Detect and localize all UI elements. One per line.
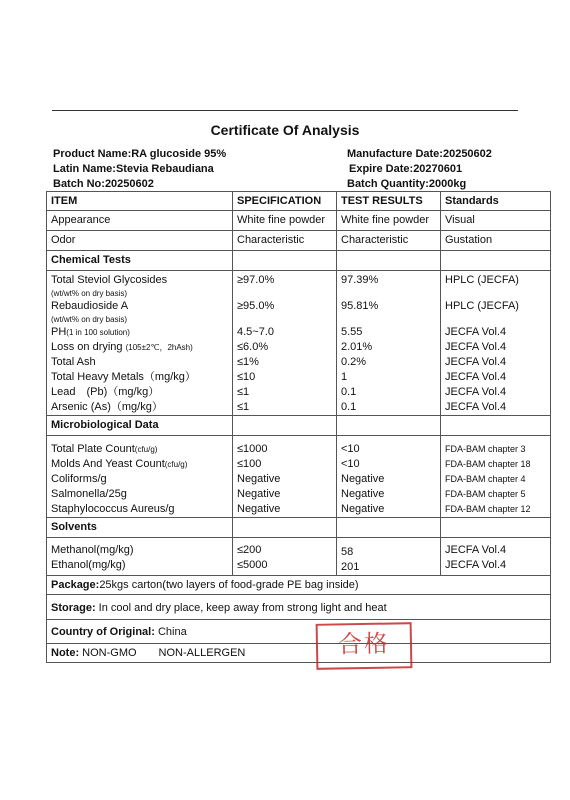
row-item: Odor	[47, 231, 233, 251]
country-value: China	[154, 626, 187, 638]
standard-value: FDA-BAM chapter 18	[445, 459, 531, 469]
result-value: 1	[341, 371, 348, 383]
col-header-item: ITEM	[47, 192, 233, 211]
spec-value: Negative	[237, 503, 281, 515]
item-unit: (cfu/g)	[134, 445, 158, 454]
row-spec: Characteristic	[233, 231, 337, 251]
result-value: <10	[341, 443, 360, 455]
spec-value: ≤1%	[237, 356, 259, 368]
chemical-spec-cell	[233, 271, 337, 416]
spec-value: ≤1000	[237, 443, 268, 455]
note-row	[47, 644, 551, 663]
result-value: 58	[341, 546, 354, 558]
item-molds-label: Molds And Yeast Count	[51, 458, 165, 470]
table-row-chemical-group	[47, 271, 551, 416]
section-row-micro	[47, 416, 551, 436]
micro-standard-cell	[441, 436, 551, 518]
table-row	[47, 231, 551, 251]
item-ph	[51, 325, 228, 340]
result-value: 0.2%	[341, 356, 367, 368]
micro-items-cell	[47, 436, 233, 518]
batch-quantity: Batch Quantity:2000kg	[347, 178, 467, 190]
storage-label: Storage:	[51, 602, 96, 614]
spec-value: ≤10	[237, 371, 256, 383]
result-value: 0.1	[341, 401, 357, 413]
document-title: Certificate Of Analysis	[210, 122, 360, 138]
item-basis-note: (wt/wt% on dry basis)	[51, 289, 128, 298]
item-arsenic: Arsenic (As)（mg/kg）	[51, 401, 163, 413]
latin-name: Latin Name:Stevia Rebaudiana	[53, 163, 214, 175]
item-rebaudioside-a: Rebaudioside A	[51, 300, 129, 312]
standard-value: FDA-BAM chapter 4	[445, 474, 526, 484]
result-value: 97.39%	[341, 274, 379, 286]
item-loss-on-drying	[51, 340, 228, 355]
result-value: Negative	[341, 488, 385, 500]
item-ph-note: (1 in 100 solution)	[66, 328, 130, 337]
item-lead: Lead (Pb)（mg/kg）	[51, 386, 160, 398]
chemical-standard-cell	[441, 271, 551, 416]
table-row-micro-group	[47, 436, 551, 518]
package-row	[47, 576, 551, 595]
note-cell	[47, 644, 551, 663]
package-label: Package:	[51, 579, 100, 591]
country-row	[47, 620, 551, 644]
note-value: NON-GMO NON-ALLERGEN	[79, 647, 246, 659]
standard-value: HPLC (JECFA)	[445, 274, 519, 286]
country-cell	[47, 620, 551, 644]
standard-value: JECFA Vol.4	[445, 559, 507, 571]
result-value: Negative	[341, 473, 385, 485]
spec-value: Negative	[237, 488, 281, 500]
standard-value: JECFA Vol.4	[445, 341, 507, 353]
item-ethanol: Ethanol(mg/kg)	[51, 559, 126, 571]
standard-value: FDA-BAM chapter 12	[445, 504, 531, 514]
storage-row	[47, 595, 551, 620]
solvent-standard-cell	[441, 538, 551, 576]
result-value: 95.81%	[341, 300, 379, 312]
table-row	[47, 211, 551, 231]
solvent-spec-cell	[233, 538, 337, 576]
item-unit: (cfu/g)	[164, 460, 188, 469]
result-value: <10	[341, 458, 360, 470]
package-cell	[47, 576, 551, 595]
item-heavy-metals: Total Heavy Metals（mg/kg）	[51, 371, 196, 383]
item-molds-yeast	[51, 457, 228, 472]
standard-value: HPLC (JECFA)	[445, 300, 519, 312]
product-name: Product Name:RA glucoside 95%	[53, 148, 227, 160]
result-value: 201	[341, 561, 360, 573]
spec-value: ≤100	[237, 458, 262, 470]
table-row-solvents-group	[47, 538, 551, 576]
section-heading-micro: Microbiological Data	[47, 416, 233, 436]
col-header-test-results: TEST RESULTS	[337, 192, 441, 211]
col-header-standards: Standards	[441, 192, 551, 211]
section-heading-solvents: Solvents	[47, 518, 233, 538]
spec-value: Negative	[237, 473, 281, 485]
row-standard: Gustation	[441, 231, 551, 251]
micro-result-cell	[337, 436, 441, 518]
item-total-plate-count	[51, 442, 228, 457]
note-label: Note:	[51, 647, 80, 659]
micro-spec-cell	[233, 436, 337, 518]
col-header-specification: SPECIFICATION	[233, 192, 337, 211]
row-standard: Visual	[441, 211, 551, 231]
spec-value: ≤5000	[237, 559, 268, 571]
solvent-items-cell	[47, 538, 233, 576]
chemical-items-cell	[47, 271, 233, 416]
storage-value: In cool and dry place, keep away from strong light and heat	[95, 602, 387, 614]
solvent-result-cell	[337, 538, 441, 576]
standard-value: JECFA Vol.4	[445, 544, 507, 556]
row-result: White fine powder	[337, 211, 441, 231]
standard-value: FDA-BAM chapter 3	[445, 444, 526, 454]
result-value: 2.01%	[341, 341, 373, 353]
spec-value: ≤6.0%	[237, 341, 269, 353]
standard-value: JECFA Vol.4	[445, 386, 507, 398]
spec-value: 4.5~7.0	[237, 326, 275, 338]
row-item: Appearance	[47, 211, 233, 231]
standard-value: FDA-BAM chapter 5	[445, 489, 526, 499]
standard-value: JECFA Vol.4	[445, 401, 507, 413]
analysis-table	[46, 191, 551, 663]
item-coliforms: Coliforms/g	[51, 473, 107, 485]
package-value: 25kgs carton(two layers of food-grade PE bag inside)	[99, 579, 359, 591]
item-lod-label: Loss on drying	[51, 341, 123, 353]
result-value: 0.1	[341, 386, 357, 398]
row-spec: White fine powder	[233, 211, 337, 231]
batch-no: Batch No:20250602	[53, 178, 154, 190]
result-value: Negative	[341, 503, 385, 515]
expire-date: Expire Date:20270601	[349, 163, 463, 175]
spec-value: ≤200	[237, 544, 262, 556]
standard-value: JECFA Vol.4	[445, 356, 507, 368]
standard-value: JECFA Vol.4	[445, 371, 507, 383]
section-heading-chemical: Chemical Tests	[47, 251, 233, 271]
header-rule	[52, 110, 518, 111]
approval-stamp: 合格	[316, 622, 413, 670]
item-staphylococcus: Staphylococcus Aureus/g	[51, 503, 175, 515]
section-row-chemical	[47, 251, 551, 271]
item-tpc-label: Total Plate Count	[51, 443, 135, 455]
spec-value: ≤1	[237, 386, 250, 398]
country-label: Country of Original:	[51, 626, 155, 638]
spec-value: ≥97.0%	[237, 274, 275, 286]
spec-value: ≥95.0%	[237, 300, 275, 312]
item-salmonella: Salmonella/25g	[51, 488, 127, 500]
item-basis-note: (wt/wt% on dry basis)	[51, 315, 128, 324]
item-total-steviol-glycosides: Total Steviol Glycosides	[51, 274, 168, 286]
chemical-result-cell	[337, 271, 441, 416]
item-total-ash: Total Ash	[51, 356, 96, 368]
storage-cell	[47, 595, 551, 620]
row-result: Characteristic	[337, 231, 441, 251]
spec-value: ≤1	[237, 401, 250, 413]
item-lod-note: (105±2℃，2hAsh)	[125, 343, 193, 352]
result-value: 5.55	[341, 326, 363, 338]
item-methanol: Methanol(mg/kg)	[51, 544, 134, 556]
table-header-row	[47, 192, 551, 211]
standard-value: JECFA Vol.4	[445, 326, 507, 338]
section-row-solvents	[47, 518, 551, 538]
item-ph-label: PH	[51, 326, 67, 338]
manufacture-date: Manufacture Date:20250602	[347, 148, 492, 160]
